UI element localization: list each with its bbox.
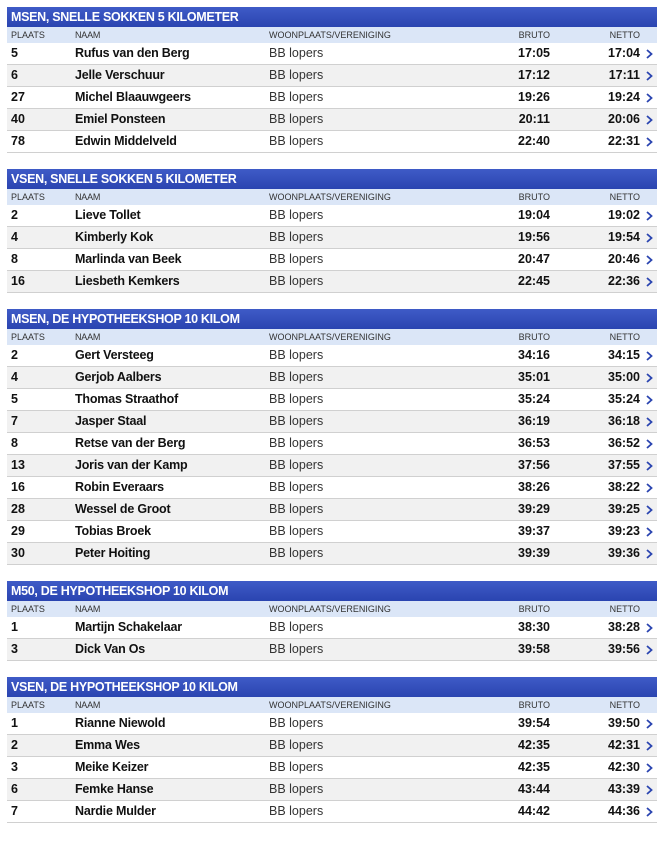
naam-cell: Emiel Ponsteen <box>75 112 166 126</box>
netto-cell: 38:22 <box>608 480 640 494</box>
woonplaats-cell: BB lopers <box>269 480 324 494</box>
netto-cell: 38:28 <box>608 620 640 634</box>
netto-cell: 20:06 <box>608 112 640 126</box>
netto-cell: 36:18 <box>608 414 640 428</box>
woonplaats-cell: BB lopers <box>269 274 324 288</box>
result-row[interactable] <box>7 433 657 455</box>
naam-cell: Emma Wes <box>75 738 140 752</box>
column-header-naam: NAAM <box>75 192 101 202</box>
plaats-cell: 3 <box>11 760 18 774</box>
woonplaats-cell: BB lopers <box>269 134 324 148</box>
netto-cell: 37:55 <box>608 458 640 472</box>
woonplaats-cell: BB lopers <box>269 782 324 796</box>
woonplaats-cell: BB lopers <box>269 716 324 730</box>
naam-cell: Tobias Broek <box>75 524 151 538</box>
woonplaats-cell: BB lopers <box>269 46 324 60</box>
bruto-cell: 36:19 <box>518 414 550 428</box>
plaats-cell: 1 <box>11 716 18 730</box>
result-row[interactable] <box>7 801 657 823</box>
woonplaats-cell: BB lopers <box>269 90 324 104</box>
bruto-cell: 22:40 <box>518 134 550 148</box>
chevron-right-icon[interactable] <box>644 345 654 366</box>
chevron-right-icon[interactable] <box>644 521 654 542</box>
column-header-bruto: BRUTO <box>518 700 550 710</box>
bruto-cell: 43:44 <box>518 782 550 796</box>
chevron-right-icon[interactable] <box>644 617 654 638</box>
bruto-cell: 19:56 <box>518 230 550 244</box>
result-row[interactable] <box>7 389 657 411</box>
result-row[interactable] <box>7 411 657 433</box>
bruto-cell: 19:04 <box>518 208 550 222</box>
bruto-cell: 22:45 <box>518 274 550 288</box>
netto-cell: 34:15 <box>608 348 640 362</box>
netto-cell: 17:11 <box>608 68 640 82</box>
netto-cell: 19:54 <box>608 230 640 244</box>
bruto-cell: 17:05 <box>518 46 550 60</box>
bruto-cell: 39:54 <box>518 716 550 730</box>
plaats-cell: 5 <box>11 46 18 60</box>
netto-cell: 39:25 <box>608 502 640 516</box>
bruto-cell: 38:26 <box>518 480 550 494</box>
netto-cell: 39:23 <box>608 524 640 538</box>
bruto-cell: 38:30 <box>518 620 550 634</box>
chevron-right-icon[interactable] <box>644 735 654 756</box>
bruto-cell: 42:35 <box>518 738 550 752</box>
bruto-cell: 20:47 <box>518 252 550 266</box>
plaats-cell: 2 <box>11 348 18 362</box>
section-title: M50, DE HYPOTHEEKSHOP 10 KILOM <box>7 581 657 601</box>
bruto-cell: 34:16 <box>518 348 550 362</box>
result-row[interactable] <box>7 65 657 87</box>
naam-cell: Kimberly Kok <box>75 230 154 244</box>
plaats-cell: 7 <box>11 804 18 818</box>
section-title: VSEN, DE HYPOTHEEKSHOP 10 KILOM <box>7 677 657 697</box>
plaats-cell: 8 <box>11 252 18 266</box>
column-header-netto: NETTO <box>609 700 640 710</box>
plaats-cell: 28 <box>11 502 25 516</box>
netto-cell: 19:24 <box>608 90 640 104</box>
column-header-woonplaats: WOONPLAATS/VERENIGING <box>269 604 391 614</box>
result-row[interactable] <box>7 205 657 227</box>
naam-cell: Meike Keizer <box>75 760 149 774</box>
result-row[interactable] <box>7 477 657 499</box>
naam-cell: Joris van der Kamp <box>75 458 188 472</box>
plaats-cell: 27 <box>11 90 25 104</box>
result-row[interactable] <box>7 43 657 65</box>
netto-cell: 39:50 <box>608 716 640 730</box>
woonplaats-cell: BB lopers <box>269 370 324 384</box>
woonplaats-cell: BB lopers <box>269 502 324 516</box>
woonplaats-cell: BB lopers <box>269 738 324 752</box>
plaats-cell: 3 <box>11 642 18 656</box>
naam-cell: Gerjob Aalbers <box>75 370 162 384</box>
chevron-right-icon[interactable] <box>644 757 654 778</box>
results-section <box>7 677 657 823</box>
result-row[interactable] <box>7 367 657 389</box>
result-row[interactable] <box>7 271 657 293</box>
column-header-bruto: BRUTO <box>518 192 550 202</box>
netto-cell: 43:39 <box>608 782 640 796</box>
woonplaats-cell: BB lopers <box>269 112 324 126</box>
result-row[interactable] <box>7 227 657 249</box>
plaats-cell: 30 <box>11 546 25 560</box>
chevron-right-icon[interactable] <box>644 455 654 476</box>
naam-cell: Marlinda van Beek <box>75 252 182 266</box>
chevron-right-icon[interactable] <box>644 227 654 248</box>
chevron-right-icon[interactable] <box>644 43 654 64</box>
chevron-right-icon[interactable] <box>644 433 654 454</box>
plaats-cell: 29 <box>11 524 25 538</box>
column-header-row <box>7 601 657 617</box>
column-header-netto: NETTO <box>609 192 640 202</box>
woonplaats-cell: BB lopers <box>269 804 324 818</box>
netto-cell: 36:52 <box>608 436 640 450</box>
netto-cell: 35:24 <box>608 392 640 406</box>
results-section <box>7 7 657 153</box>
column-header-netto: NETTO <box>609 332 640 342</box>
chevron-right-icon[interactable] <box>644 801 654 822</box>
column-header-naam: NAAM <box>75 30 101 40</box>
woonplaats-cell: BB lopers <box>269 546 324 560</box>
column-header-naam: NAAM <box>75 604 101 614</box>
section-title: MSEN, DE HYPOTHEEKSHOP 10 KILOM <box>7 309 657 329</box>
chevron-right-icon[interactable] <box>644 713 654 734</box>
naam-cell: Liesbeth Kemkers <box>75 274 180 288</box>
column-header-woonplaats: WOONPLAATS/VERENIGING <box>269 700 391 710</box>
bruto-cell: 37:56 <box>518 458 550 472</box>
plaats-cell: 16 <box>11 274 25 288</box>
naam-cell: Jelle Verschuur <box>75 68 165 82</box>
result-row[interactable] <box>7 639 657 661</box>
result-row[interactable] <box>7 499 657 521</box>
column-header-plaats: PLAATS <box>11 700 45 710</box>
results-section <box>7 581 657 661</box>
column-header-woonplaats: WOONPLAATS/VERENIGING <box>269 30 391 40</box>
chevron-right-icon[interactable] <box>644 205 654 226</box>
naam-cell: Gert Versteeg <box>75 348 154 362</box>
result-row[interactable] <box>7 345 657 367</box>
bruto-cell: 35:24 <box>518 392 550 406</box>
netto-cell: 42:30 <box>608 760 640 774</box>
column-header-row <box>7 329 657 345</box>
naam-cell: Lieve Tollet <box>75 208 141 222</box>
plaats-cell: 40 <box>11 112 25 126</box>
naam-cell: Wessel de Groot <box>75 502 171 516</box>
result-row[interactable] <box>7 87 657 109</box>
netto-cell: 20:46 <box>608 252 640 266</box>
bruto-cell: 19:26 <box>518 90 550 104</box>
naam-cell: Femke Hanse <box>75 782 154 796</box>
netto-cell: 17:04 <box>608 46 640 60</box>
netto-cell: 42:31 <box>608 738 640 752</box>
naam-cell: Jasper Staal <box>75 414 147 428</box>
chevron-right-icon[interactable] <box>644 271 654 292</box>
plaats-cell: 4 <box>11 230 18 244</box>
woonplaats-cell: BB lopers <box>269 642 324 656</box>
plaats-cell: 78 <box>11 134 25 148</box>
column-header-row <box>7 697 657 713</box>
plaats-cell: 7 <box>11 414 18 428</box>
chevron-right-icon[interactable] <box>644 367 654 388</box>
column-header-row <box>7 27 657 43</box>
bruto-cell: 44:42 <box>518 804 550 818</box>
woonplaats-cell: BB lopers <box>269 392 324 406</box>
column-header-plaats: PLAATS <box>11 332 45 342</box>
naam-cell: Edwin Middelveld <box>75 134 177 148</box>
plaats-cell: 13 <box>11 458 25 472</box>
column-header-naam: NAAM <box>75 332 101 342</box>
netto-cell: 35:00 <box>608 370 640 384</box>
column-header-naam: NAAM <box>75 700 101 710</box>
chevron-right-icon[interactable] <box>644 639 654 660</box>
chevron-right-icon[interactable] <box>644 389 654 410</box>
column-header-woonplaats: WOONPLAATS/VERENIGING <box>269 332 391 342</box>
column-header-netto: NETTO <box>609 604 640 614</box>
chevron-right-icon[interactable] <box>644 131 654 152</box>
naam-cell: Peter Hoiting <box>75 546 151 560</box>
naam-cell: Dick Van Os <box>75 642 146 656</box>
plaats-cell: 2 <box>11 208 18 222</box>
bruto-cell: 35:01 <box>518 370 550 384</box>
woonplaats-cell: BB lopers <box>269 208 324 222</box>
bruto-cell: 39:29 <box>518 502 550 516</box>
chevron-right-icon[interactable] <box>644 499 654 520</box>
chevron-right-icon[interactable] <box>644 779 654 800</box>
column-header-netto: NETTO <box>609 30 640 40</box>
result-row[interactable] <box>7 521 657 543</box>
plaats-cell: 6 <box>11 68 18 82</box>
column-header-row <box>7 189 657 205</box>
column-header-bruto: BRUTO <box>518 332 550 342</box>
column-header-woonplaats: WOONPLAATS/VERENIGING <box>269 192 391 202</box>
woonplaats-cell: BB lopers <box>269 524 324 538</box>
naam-cell: Rufus van den Berg <box>75 46 190 60</box>
result-row[interactable] <box>7 779 657 801</box>
chevron-right-icon[interactable] <box>644 109 654 130</box>
result-row[interactable] <box>7 543 657 565</box>
result-row[interactable] <box>7 249 657 271</box>
section-title: MSEN, SNELLE SOKKEN 5 KILOMETER <box>7 7 657 27</box>
naam-cell: Robin Everaars <box>75 480 164 494</box>
bruto-cell: 20:11 <box>518 112 550 126</box>
chevron-right-icon[interactable] <box>644 411 654 432</box>
bruto-cell: 17:12 <box>518 68 550 82</box>
column-header-plaats: PLAATS <box>11 192 45 202</box>
woonplaats-cell: BB lopers <box>269 414 324 428</box>
column-header-plaats: PLAATS <box>11 604 45 614</box>
column-header-bruto: BRUTO <box>518 30 550 40</box>
plaats-cell: 8 <box>11 436 18 450</box>
result-row[interactable] <box>7 713 657 735</box>
results-section <box>7 309 657 565</box>
chevron-right-icon[interactable] <box>644 477 654 498</box>
plaats-cell: 4 <box>11 370 18 384</box>
plaats-cell: 6 <box>11 782 18 796</box>
column-header-plaats: PLAATS <box>11 30 45 40</box>
netto-cell: 19:02 <box>608 208 640 222</box>
woonplaats-cell: BB lopers <box>269 68 324 82</box>
plaats-cell: 16 <box>11 480 25 494</box>
plaats-cell: 2 <box>11 738 18 752</box>
column-header-bruto: BRUTO <box>518 604 550 614</box>
woonplaats-cell: BB lopers <box>269 252 324 266</box>
bruto-cell: 42:35 <box>518 760 550 774</box>
netto-cell: 39:36 <box>608 546 640 560</box>
result-row[interactable] <box>7 109 657 131</box>
netto-cell: 22:31 <box>608 134 640 148</box>
woonplaats-cell: BB lopers <box>269 436 324 450</box>
woonplaats-cell: BB lopers <box>269 348 324 362</box>
netto-cell: 22:36 <box>608 274 640 288</box>
bruto-cell: 39:58 <box>518 642 550 656</box>
result-row[interactable] <box>7 617 657 639</box>
plaats-cell: 5 <box>11 392 18 406</box>
naam-cell: Nardie Mulder <box>75 804 156 818</box>
naam-cell: Thomas Straathof <box>75 392 179 406</box>
result-row[interactable] <box>7 455 657 477</box>
netto-cell: 44:36 <box>608 804 640 818</box>
naam-cell: Martijn Schakelaar <box>75 620 182 634</box>
netto-cell: 39:56 <box>608 642 640 656</box>
chevron-right-icon[interactable] <box>644 65 654 86</box>
naam-cell: Retse van der Berg <box>75 436 186 450</box>
bruto-cell: 39:37 <box>518 524 550 538</box>
woonplaats-cell: BB lopers <box>269 620 324 634</box>
chevron-right-icon[interactable] <box>644 543 654 564</box>
result-row[interactable] <box>7 131 657 153</box>
woonplaats-cell: BB lopers <box>269 760 324 774</box>
woonplaats-cell: BB lopers <box>269 230 324 244</box>
section-title: VSEN, SNELLE SOKKEN 5 KILOMETER <box>7 169 657 189</box>
bruto-cell: 39:39 <box>518 546 550 560</box>
plaats-cell: 1 <box>11 620 18 634</box>
chevron-right-icon[interactable] <box>644 87 654 108</box>
naam-cell: Rianne Niewold <box>75 716 166 730</box>
woonplaats-cell: BB lopers <box>269 458 324 472</box>
bruto-cell: 36:53 <box>518 436 550 450</box>
result-row[interactable] <box>7 757 657 779</box>
naam-cell: Michel Blaauwgeers <box>75 90 191 104</box>
chevron-right-icon[interactable] <box>644 249 654 270</box>
result-row[interactable] <box>7 735 657 757</box>
results-section <box>7 169 657 293</box>
